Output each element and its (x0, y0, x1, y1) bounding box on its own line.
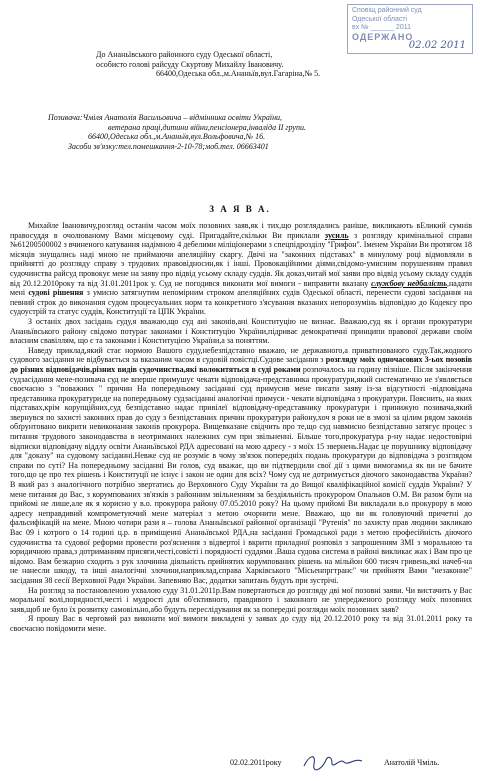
paragraph-4: На розгляд за постановленою ухвалою суду 31.01.2011р.Вам повертаються до розгляду дві мої позовні заяви. Чи вистачить у Вас моральної волі,порядності,честі і мудрості для об'єктивного, правдивого і законного не упередженого розгляду моїх позовних заяв,щоб не було їх розвитку самовільно,або будуть переслідування як за попередні розгляди моїх позовних заяв? (10, 585, 472, 614)
court-received-stamp (347, 4, 473, 54)
stamp-line-2: Одеської області (352, 15, 408, 23)
stamp-line-1: Сповіщ районний суд (352, 7, 422, 14)
plaintiff-line-3: 66400,Одеська обл.,м.Ананьїв,вул.Вольфовича,№ 16. (88, 132, 266, 142)
document-body (10, 221, 472, 634)
p3-bold: розгляду моїх одночасових 3-ьох позовів до різних відповідачів,різних видів судочинства,які волокитяться в суді роками (10, 355, 473, 374)
addressee-line-1: До Ананьївського районного суду Одеської області, (96, 50, 273, 59)
p1-text-d: з умисно затягнутим непомірним строком апеляційних судів Одеської області, перенести судові засідання на певний строк до виконання судом процесуальних норм та конкретного з'ясування вказаних непорозумінь відповідно до Кодексу про судоустрій та статус суддів, Конституції та ЦПК України. (10, 288, 472, 317)
p1-italic: службову недбалість (371, 278, 447, 288)
stamp-handwritten-date: 02.02 2011 (408, 39, 466, 51)
p1-underlined: зусиль (324, 230, 349, 240)
paragraph-1 (10, 221, 472, 317)
p3-text-b: розпочалось на годину пізніше. Після закінчення судзасідання мене-позивача суд не вперше примушує чекати відповідача-представника прокуратури,який систематично не з'являється своєчасно з "поважних " причин На попередньому засіданні суд примусив мене писати заяву із-за відсутності -відповідача представника прокуратури,це на попередньому судзасіданні аналогічні примуси - чекати відповідача з прокуратури. Пояснить, на яких підставах,крім корупційних,суд безпідставно надає привілеї відповідачу-представнику прокуратури і принижую позивача,який звернувся по захисті законних прав до суду з безпідставних причин прокуратури району,хоч я роки не в змозі за цілим рядом законів обґрунтовано викрити невиконання законів прокурора. Вищевказане свідчить про те,що суд навмисно безпідставно затягує процес з питання трудового законодавства в неотриманих належних сум при звільненні. Більше того,прокуратура р-ну надає недостовірні відписки відповідачу віддлу освіти Ананьївської РДА адресовані на мою адресу - з моїх 15 звернень.Надає це порушнику відповідачу для "доказу" на судовому засіданні.Невже суд не розуміє в чому зв'язок попередніх подань прокуратури до відповідача з розглядом справи по суті? На попередньому засіданні Ви голов, суд вважає, що ви підтвердили свої дії з цими вимогами,а як ви не бачите того,що це про тех рішень і Конституції не існує і закон не один для всіх? Чому суд не дотримується діючого законодавства України? В який раз з аналогічного потрібно звертатись до Верховного Суду України та до Вищої кваліфікаційної комісії суддів України? У мене питання до Вас, з корумпованих зв'язків з районним звільненням за бездіяльність прокурором Опальков О.М. Ви разом були на прийомі не лише,але як я корисно у в.о. прокурора району 07.05.2010 року? На цьому прийомі Ви викладали в.о прокурору в мою адресу неправдивий компрометуючий мене матеріал з метою очорнити мене. Вважаю, що ви як головуючий причетні до фальсифікацій на мене. Мною чотири рази я – голова Ананьївської районної організації "Рутенія" по захисту прав людини закликаю Вас 09 і котрого о 14 годині ц.р. в приміщенні Ананьївської РДА,на засіданні Громадської ради з метою професійність діючого судочинства та судової реформи провести роз'яснення з відвертої і вкрити приладної розповіл з запрошенням ЗМІ з моральною та юридичною права,з дотриманням присяги,честі,совісті і порядності суддями .Ваша судова система в районі викликає жах і Вам про це відомо. Вам безкарно сходить з рук злочинна діяльність прийнятих корумпованих рішень на мільйон 600 тисяч гривень,які начеб-на не нанесли шкоду, та інші аналогічні злочини,наприклад,справа Харківського "Місьенпргтранс" чи прийнятя Вами "незаконне" засідання 38 сесії Верховної Ради України. Запевняю Вас, додатки запитань будуть при зустрічі. (10, 364, 472, 585)
plaintiff-block (48, 113, 474, 151)
paragraph-2: З останіх двох засідань суду,я вважаю,що суд ані законів,ані Конституцію не визнає. Вважаю,суд як і органи прокуратури Ананьївського району свідомо потурає законами і Конституцію України,підриває демократичні принципи правової держави своїм власним свавіллям, що є та законами і Конституцією України,а за поняттям. (10, 316, 472, 346)
paragraph-3 (10, 346, 472, 586)
handwritten-signature-icon (302, 752, 364, 772)
plaintiff-line-4: Засоби зв'язку:тел.помешкання-2-10-78;моб.тел. 06663401 (68, 141, 269, 151)
signature-name: Анатолій Чміль. (384, 758, 440, 767)
stamp-line-3: вх № ______ 2011 (352, 24, 411, 31)
document-title: З А Я В А. (209, 204, 271, 214)
addressee-block (96, 50, 468, 79)
stamp-received-label: ОДЕРЖАНО (352, 31, 414, 42)
p1-text-a: Михайле Івановичу,розгляд останім часом моїх позовних заяв,як і тих,що розглядались раніше, викликають вЕликий сумнів правосуддя в очолюваному Вами місцевому суді. Пригадайте,скільки Ви приклали (10, 221, 472, 240)
signature-date: 02.02.2011року (230, 758, 282, 767)
p1-text-b: з розгляду кримінальної справи №61200500002 з вчиненого катування надімною 4 дебелими міліціонерами з спецпідрозділу "Грифон". Іменем України Ви протягом 18 місяців знущались наді мною не приймаючи апеляційну скаргу. Двічі на "законних підставах" в минулому році відмовляли в прийнятті до розгляду справу з трудових правовідносин,як і інші. Провокаційними діями,свідомо-умисним порушенням правил судочинства райсуд провокує мене на заяву про відвід усьому складу суддів. Як доказ,читай мої заяви про відвід усьому складу суддів від 20.12.2010року та від 31.01.2011рок у. Суд не погодився виконати мої вимоги - виправити вказану (10, 230, 472, 288)
paragraph-5: Я прошу Вас в черговий раз виконати мої вимоги викладені у заявах до суду від 20.12.2010 року та від 31.01.2011 року та своєчасно повідомити мене. (10, 614, 472, 633)
p1-bold: судові рішення (28, 288, 84, 298)
addressee-line-3: 66400,Одеська обл.,м.Ананьїв,вул.Гагаріна,№ 5. (156, 69, 321, 79)
addressee-line-2: особисто голові райсуду Скуртову Михайлу Івановичу. (96, 59, 284, 69)
p3-text-a: Наведу приклад,який стає нормою Вашого суду,небезпідставно вважаю, не державного,а приватизованого суду.Так,жодного судового засідання не відбувається за вказаним часом в судовій повістці.Судове засідання з (10, 345, 472, 365)
plaintiff-line-1: Позивача:Чміля Анатолія Васильовича – відмінника освіти України, (48, 113, 283, 122)
p1-text-c: ,надати мені (10, 278, 473, 298)
plaintiff-line-2: ветерана праці,дитини війни,пенсіонера,інваліда ІІ групи. (108, 122, 306, 132)
signature-block (0, 752, 480, 774)
